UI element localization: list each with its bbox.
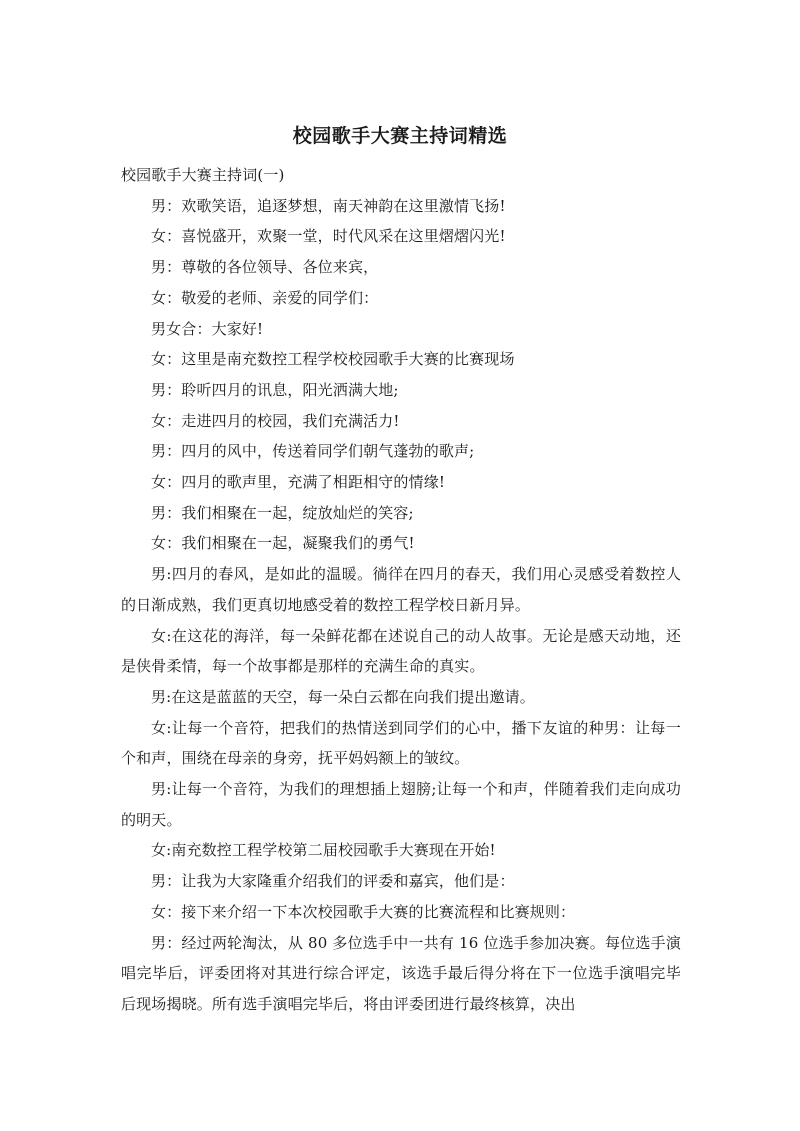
paragraph: 男：尊敬的各位领导、各位来宾， [151,258,379,277]
paragraph: 男:在这是蓝蓝的天空，每一朵白云都在向我们提出邀请。 [151,687,535,706]
paragraph: 女：敬爱的老师、亲爱的同学们： [151,288,379,307]
paragraph: 女：喜悦盛开，欢聚一堂，时代风采在这里熠熠闪光! [151,227,506,246]
paragraph: 男：让我为大家隆重介绍我们的评委和嘉宾，他们是： [151,872,515,891]
paragraph: 男女合：大家好! [151,319,264,338]
paragraph: 女：走进四月的校园，我们充满活力! [151,411,400,430]
paragraph: 男：聆听四月的讯息，阳光洒满大地; [151,380,399,399]
paragraph: 女：这里是南充数控工程学校校园歌手大赛的比赛现场 [151,350,515,369]
section-heading: 校园歌手大赛主持词(一) [121,166,285,184]
paragraph: 女:让每一个音符，把我们的热情送到同学们的心中，播下友谊的种男：让每一个和声，围绕在母亲的身旁，抚平妈妈额上的皱纹。 [121,718,681,768]
paragraph: 男:四月的春风，是如此的温暖。徜徉在四月的春天，我们用心灵感受着数控人的日渐成熟，我们更真切地感受着的数控工程学校日新月异。 [121,565,681,614]
paragraph: 男：欢歌笑语，追逐梦想，南天神韵在这里激情飞扬! [151,196,506,215]
paragraph: 女：接下来介绍一下本次校园歌手大赛的比赛流程和比赛规则： [151,902,576,921]
paragraph: 男：四月的风中，传送着同学们朝气蓬勃的歌声; [151,442,475,461]
paragraph: 男：经过两轮淘汰，从 80 多位选手中一共有 16 位选手参加决赛。每位选手演唱完毕后，评委团将对其进行综合评定，该选手最后得分将在下一位选手演唱完毕后现场揭晓。所有选手演唱完毕后，将由评委团进行最终核算，决出 [121,933,681,1013]
paragraph: 女:南充数控工程学校第二届校园歌手大赛现在开始! [151,841,496,860]
paragraph: 女：我们相聚在一起，凝聚我们的勇气! [151,534,415,553]
paragraph: 男:让每一个音符，为我们的理想插上翅膀;让每一个和声，伴随着我们走向成功的明天。 [121,780,681,829]
paragraph: 女：四月的歌声里，充满了相距相守的情缘! [151,473,446,492]
paragraph: 男：我们相聚在一起，绽放灿烂的笑容; [151,503,414,522]
document-title: 校园歌手大赛主持词精选 [292,125,508,147]
paragraph: 女:在这花的海洋，每一朵鲜花都在述说自己的动人故事。无论是感天动地，还是侠骨柔情，每一个故事都是那样的充满生命的真实。 [121,626,681,676]
document-body [121,160,681,1020]
